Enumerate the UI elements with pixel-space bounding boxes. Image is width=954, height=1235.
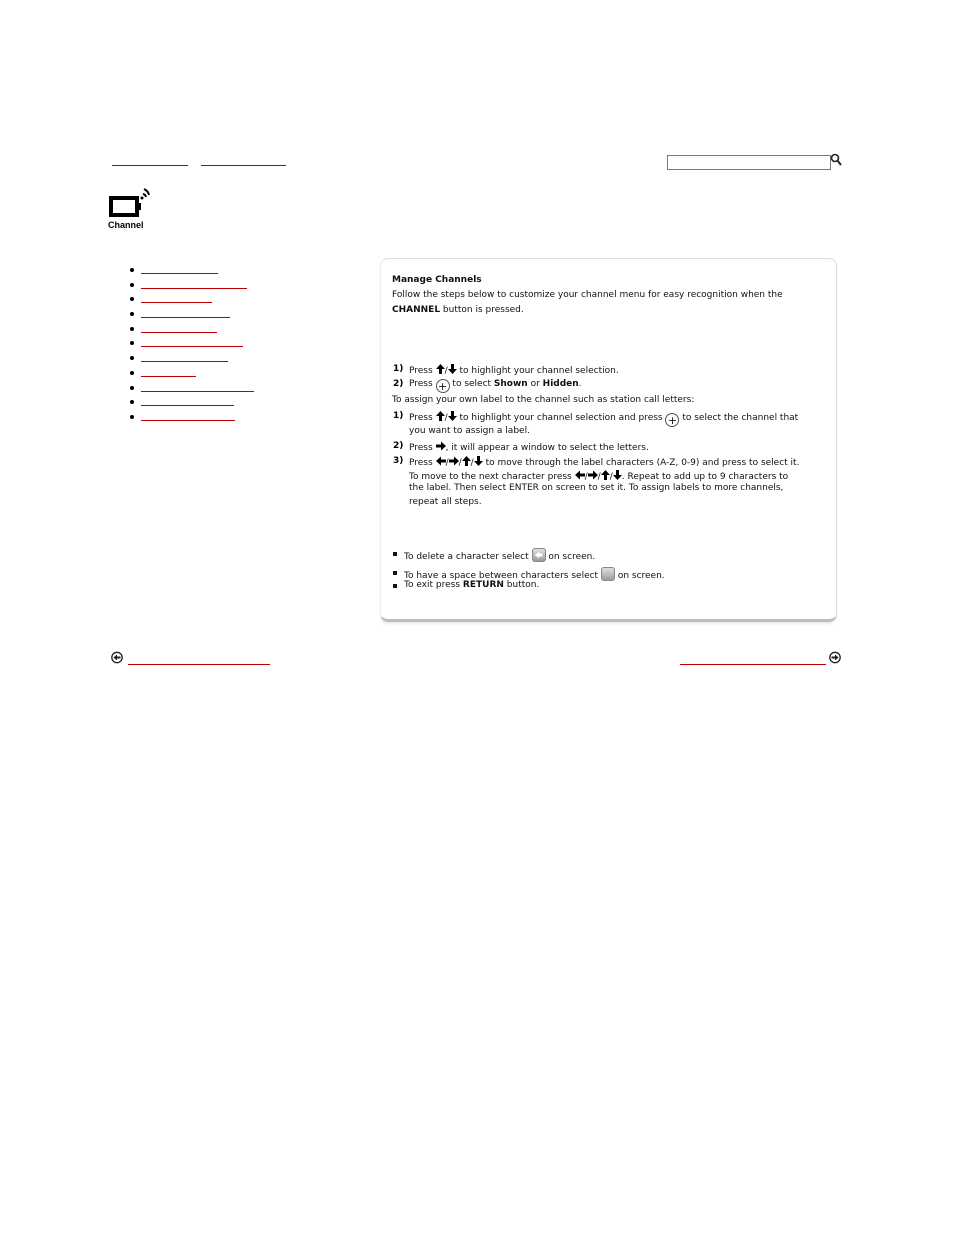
note-bullet <box>393 552 397 556</box>
arrow-down-icon <box>613 470 622 480</box>
previous-page-link[interactable] <box>128 652 270 665</box>
next-arrow-icon[interactable] <box>829 651 841 664</box>
sidebar-link[interactable] <box>141 332 217 333</box>
note-bullet <box>393 571 397 575</box>
section-title: Manage Channels <box>392 275 482 285</box>
intro-text: Follow the steps below to customize your channel menu for easy recognition when the <box>392 290 783 300</box>
bullet <box>130 371 134 375</box>
sidebar-link[interactable] <box>141 405 234 406</box>
sidebar-link[interactable] <box>141 302 212 303</box>
bullet <box>130 312 134 316</box>
breadcrumb-link-2[interactable] <box>201 157 286 166</box>
sidebar-link[interactable] <box>141 346 243 347</box>
arrow-up-icon <box>462 456 471 466</box>
bullet <box>130 283 134 287</box>
step-text: Press / to highlight your channel selection. <box>409 366 619 376</box>
step-text: Press / to highlight your channel selection and press + to select the channel that <box>409 413 799 427</box>
sidebar-link[interactable] <box>141 288 247 289</box>
plus-button-icon: + <box>665 413 679 427</box>
breadcrumb-link-1[interactable] <box>112 157 188 166</box>
step-text-cont: repeat all steps. <box>409 497 482 507</box>
step-number: 2) <box>393 441 404 451</box>
step-number: 1) <box>393 411 404 421</box>
arrow-right-icon <box>436 441 446 451</box>
step-number: 2) <box>393 379 404 389</box>
bullet <box>130 327 134 331</box>
sidebar-link[interactable] <box>141 420 235 421</box>
next-page-link[interactable] <box>680 652 826 665</box>
sidebar-link[interactable] <box>141 376 196 377</box>
arrow-right-icon <box>449 456 459 466</box>
sidebar-link[interactable] <box>141 273 218 274</box>
bullet <box>130 400 134 404</box>
bullet <box>130 415 134 419</box>
arrow-up-icon <box>436 411 445 421</box>
step-text-cont: the label. Then select ENTER on screen to set it. To assign labels to more channels, <box>409 483 784 493</box>
note-text: To exit press RETURN button. <box>404 580 540 590</box>
sidebar-link[interactable] <box>141 317 230 318</box>
arrow-up-icon <box>601 470 610 480</box>
arrow-up-icon <box>436 364 445 374</box>
arrow-down-icon <box>474 456 483 466</box>
search-icon[interactable] <box>830 153 842 167</box>
bullet <box>130 356 134 360</box>
step-number: 3) <box>393 456 404 466</box>
space-key-icon <box>601 567 615 581</box>
note-bullet <box>393 584 397 588</box>
bullet <box>130 341 134 345</box>
category-label: Channel <box>108 220 144 230</box>
bullet <box>130 297 134 301</box>
arrow-down-icon <box>448 364 457 374</box>
sidebar-link[interactable] <box>141 391 254 392</box>
step-text-cont: you want to assign a label. <box>409 426 530 436</box>
backspace-key-icon <box>532 548 546 562</box>
arrow-right-icon <box>588 470 598 480</box>
arrow-left-icon <box>575 470 585 480</box>
bullet <box>130 268 134 272</box>
sidebar-link[interactable] <box>141 361 228 362</box>
step-number: 1) <box>393 364 404 374</box>
tv-channel-icon <box>108 186 152 218</box>
assign-intro: To assign your own label to the channel such as station call letters: <box>392 395 695 405</box>
bullet <box>130 386 134 390</box>
step-text-cont: To move to the next character press / / / . Repeat to add up to 9 characters to <box>409 472 789 482</box>
note-text: To delete a character select on screen. <box>404 548 595 563</box>
arrow-left-icon <box>436 456 446 466</box>
search-input[interactable] <box>667 155 831 170</box>
plus-button-icon: + <box>436 379 450 393</box>
step-text: Press + to select Shown or Hidden. <box>409 379 582 393</box>
arrow-down-icon <box>448 411 457 421</box>
intro-text-2: CHANNEL button is pressed. <box>392 305 524 315</box>
step-text: Press / / / to move through the label characters (A-Z, 0-9) and press to select it. <box>409 458 800 468</box>
note-text: To have a space between characters select on screen. <box>404 567 665 582</box>
previous-arrow-icon[interactable] <box>111 651 123 664</box>
step-text: Press , it will appear a window to select the letters. <box>409 443 649 453</box>
